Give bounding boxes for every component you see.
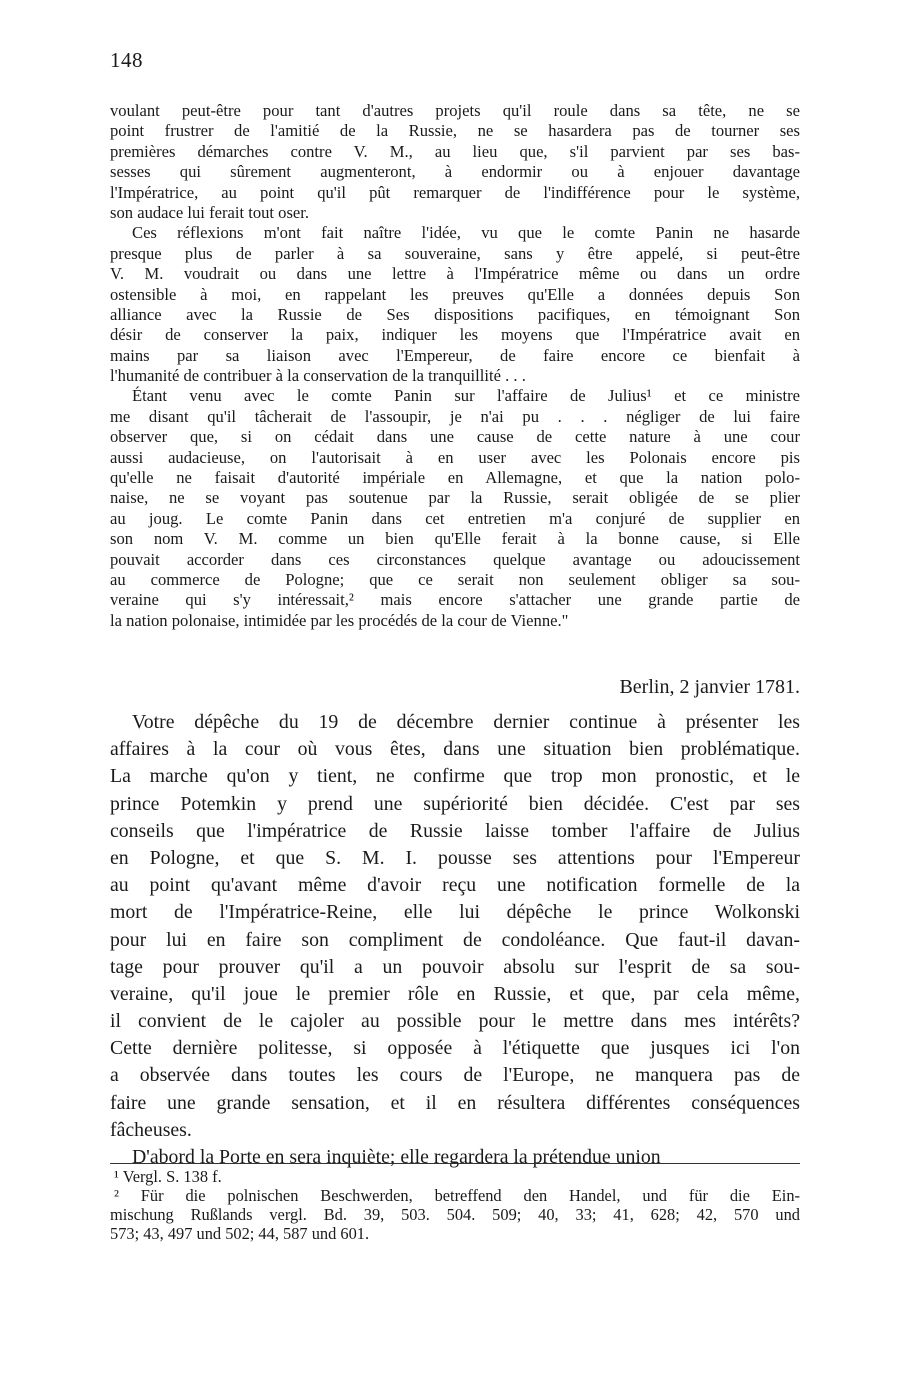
text-line: affaires à la cour où vous êtes, dans une situation bien problématique. <box>110 738 800 761</box>
text-line: V. M. voudrait ou dans une lettre à l'Impératrice même ou dans un ordre <box>110 264 800 284</box>
footnote-divider <box>110 1163 800 1164</box>
text-line: au commerce de Pologne; que ce serait non seulement obliger sa sou- <box>110 569 800 589</box>
text-line: a observée dans toutes les cours de l'Europe, ne manquera pas de <box>110 1064 800 1087</box>
text-line: point frustrer de l'amitié de la Russie, ne se hasardera pas de tourner ses <box>110 121 800 141</box>
footnotes <box>110 1167 800 1243</box>
text-line: aussi audacieuse, on l'autorisait à en user avec les Polonais encore pis <box>110 447 800 467</box>
text-line: mains par sa liaison avec l'Empereur, de faire encore ce bienfait à <box>110 345 800 365</box>
text-line: Étant venu avec le comte Panin sur l'affaire de Julius¹ et ce ministre <box>132 386 800 406</box>
text-line: mischung Rußlands vergl. Bd. 39, 503. 504. 509; 40, 33; 41, 628; 42, 570 und <box>110 1205 800 1224</box>
text-line: l'humanité de contribuer à la conservation de la tranquillité . . . <box>110 366 526 386</box>
text-line: ostensible à moi, en rappelant les preuves qu'Elle a données depuis Son <box>110 284 800 304</box>
text-line: au joug. Le comte Panin dans cet entretien m'a conjuré de supplier en <box>110 508 800 528</box>
letter-date-line: Berlin, 2 janvier 1781. <box>619 676 800 698</box>
text-line: Votre dépêche du 19 de décembre dernier continue à présenter les <box>132 711 800 733</box>
text-line: premières démarches contre V. M., au lieu que, s'il parvient par ses bas- <box>110 141 800 161</box>
text-line: il convient de le cajoler au possible pour le mettre dans mes intérêts? <box>110 1010 800 1033</box>
text-line: en Pologne, et que S. M. I. pousse ses attentions pour l'Empereur <box>110 846 800 869</box>
text-line: son nom V. M. comme un bien qu'Elle ferait à la bonne cause, si Elle <box>110 529 800 549</box>
letter-body-text <box>110 709 800 1171</box>
text-line: pouvait accorder dans ces circonstances quelque avantage ou adoucissement <box>110 549 800 569</box>
text-line: désir de conserver la paix, indiquer les moyens que l'Impératrice avait en <box>110 325 800 345</box>
text-line: naise, ne se voyant pas soutenue par la Russie, serait obligée de se plier <box>110 488 800 508</box>
text-line: observer que, si on cédait dans une cause de cette nature à une cour <box>110 427 800 447</box>
text-line: la nation polonaise, intimidée par les procédés de la cour de Vienne." <box>110 610 569 630</box>
text-line: l'Impératrice, au point qu'il pût remarquer de l'indifférence pour le système, <box>110 182 800 202</box>
text-line: 573; 43, 497 und 502; 44, 587 und 601. <box>110 1224 370 1243</box>
quoted-report-text <box>110 101 800 631</box>
text-line: son audace lui ferait tout oser. <box>110 202 310 222</box>
text-line: tage pour prouver qu'il a un pouvoir absolu sur l'esprit de sa sou- <box>110 955 800 978</box>
text-line: Cette dernière politesse, si opposée à l'étiquette que jusques ici l'on <box>110 1037 800 1060</box>
text-line: alliance avec la Russie de Ses dispositions pacifiques, en témoignant Son <box>110 304 800 324</box>
text-line: qu'elle ne faisait d'autorité impériale en Allemagne, et que la nation polo- <box>110 468 800 488</box>
text-line: veraine qui s'y intéressait,² mais encore s'attacher une grande partie de <box>110 590 800 610</box>
text-line: faire une grande sensation, et il en résultera différentes conséquences <box>110 1091 800 1114</box>
text-line: ² Für die polnischen Beschwerden, betreffend den Handel, und für die Ein- <box>114 1186 800 1205</box>
text-line: pour lui en faire son compliment de condoléance. Que faut-il davan- <box>110 928 800 951</box>
text-line: ¹ Vergl. S. 138 f. <box>114 1167 222 1186</box>
text-line: La marche qu'on y tient, ne confirme que trop mon pronostic, et le <box>110 765 800 788</box>
text-line: prince Potemkin y prend une supériorité bien décidée. C'est par ses <box>110 792 800 815</box>
text-line: veraine, qu'il joue le premier rôle en Russie, et que, par cela même, <box>110 982 800 1005</box>
page-number: 148 <box>110 48 143 72</box>
text-line: Ces réflexions m'ont fait naître l'idée, vu que le comte Panin ne hasarde <box>132 223 800 243</box>
text-line: presque plus de parler à sa souveraine, sans y être appelé, si peut-être <box>110 243 800 263</box>
text-line: sesses qui sûrement augmenteront, à endormir ou à enjouer davantage <box>110 162 800 182</box>
text-line: fâcheuses. <box>110 1118 192 1141</box>
text-line: me disant qu'il tâcherait de l'assoupir, je n'ai pu . . . négliger de lui faire <box>110 406 800 426</box>
text-line: mort de l'Impératrice-Reine, elle lui dépêche le prince Wolkonski <box>110 901 800 924</box>
text-line: conseils que l'impératrice de Russie laisse tomber l'affaire de Julius <box>110 819 800 842</box>
text-line: D'abord la Porte en sera inquiète; elle regardera la prétendue union <box>132 1146 661 1168</box>
text-line: au point qu'avant même d'avoir reçu une notification formelle de la <box>110 874 800 897</box>
text-line: voulant peut-être pour tant d'autres projets qu'il roule dans sa tête, ne se <box>110 101 800 120</box>
